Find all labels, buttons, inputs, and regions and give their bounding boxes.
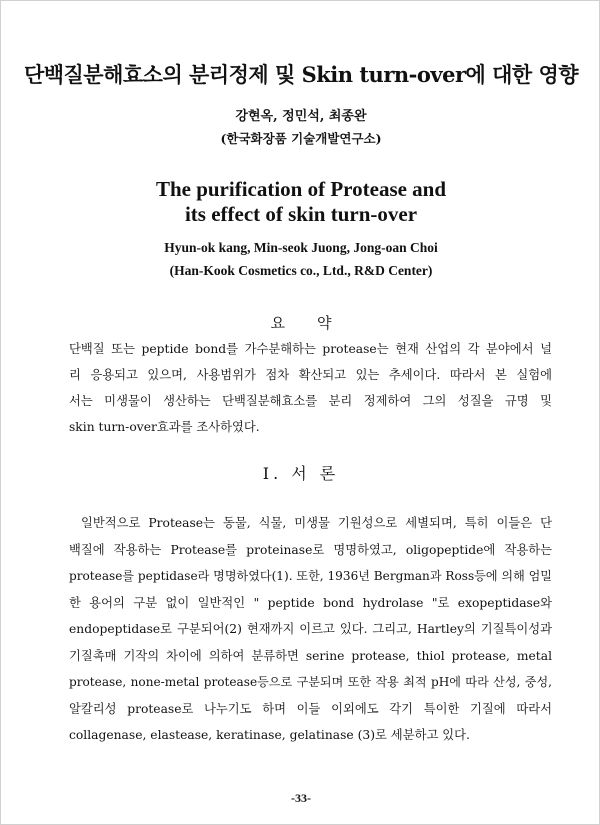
- abstract-line: skin turn-over효과를 조사하였다.: [69, 420, 260, 434]
- introduction-heading: I. 서 론: [262, 464, 340, 483]
- english-affiliation: (Han-Kook Cosmetics co., Ltd., R&D Center): [169, 263, 433, 278]
- introduction-line: 기질촉매 기작의 차이에 의하여 분류하면 serine protease, thiol protease, metal: [69, 648, 552, 663]
- introduction-line: 일반적으로 Protease는 동물, 식물, 미생물 기원성으로 세별되며, 특히 이들은 단: [81, 516, 552, 530]
- korean-affiliation: (한국화장품 기술개발연구소): [220, 131, 382, 146]
- abstract-line: 서는 미생물이 생산하는 단백질분해효소를 분리 정제하여 그의 성질을 규명 및: [69, 394, 552, 408]
- introduction-line: 백질에 작용하는 Protease를 proteinase로 명명하였고, oligopeptide에 작용하는: [69, 542, 552, 557]
- introduction-line: protease, none-metal protease등으로 구분되며 또한 작용 최적 pH에 따라 산성, 중성,: [69, 675, 552, 689]
- english-authors: Hyun-ok kang, Min-seok Juong, Jong-oan Choi: [164, 240, 438, 255]
- english-title-line-2: its effect of skin turn-over: [184, 202, 418, 226]
- abstract-body: [69, 336, 552, 440]
- introduction-line: protease를 peptidase라 명명하였다(1). 또한, 1936년 Bergman과 Ross등에 의해 엄밀: [69, 569, 552, 583]
- introduction-line: collagenase, elastease, keratinase, gelatinase (3)로 세분하고 있다.: [69, 728, 470, 742]
- page-number: -33-: [291, 791, 311, 805]
- abstract-line: 리 응용되고 있으며, 사용범위가 점차 확산되고 있는 추세이다. 따라서 본 실험에: [69, 368, 552, 382]
- abstract-heading: 요약: [270, 314, 364, 332]
- introduction-line: endopeptidase로 구분되어(2) 현재까지 이르고 있다. 그리고, Hartley의 기질특이성과: [69, 622, 552, 636]
- korean-title: 단백질분해효소의 분리정제 및 Skin turn-over에 대한 영향: [23, 62, 579, 87]
- abstract-line: 단백질 또는 peptide bond를 가수분해하는 protease는 현재 산업의 각 분야에서 널: [69, 342, 552, 356]
- introduction-line: 알칼리성 protease로 나누기도 하며 이들 이외에도 각기 특이한 기질에 따라서: [69, 701, 552, 716]
- korean-authors: 강현옥, 정민석, 최종완: [235, 109, 367, 124]
- english-title: [1, 177, 600, 227]
- introduction-body: [69, 510, 552, 749]
- introduction-line: 한 용어의 구분 없이 일반적인 " peptide bond hydrolase "로 exopeptidase와: [69, 595, 552, 610]
- english-title-line-1: The purification of Protease and: [155, 177, 447, 201]
